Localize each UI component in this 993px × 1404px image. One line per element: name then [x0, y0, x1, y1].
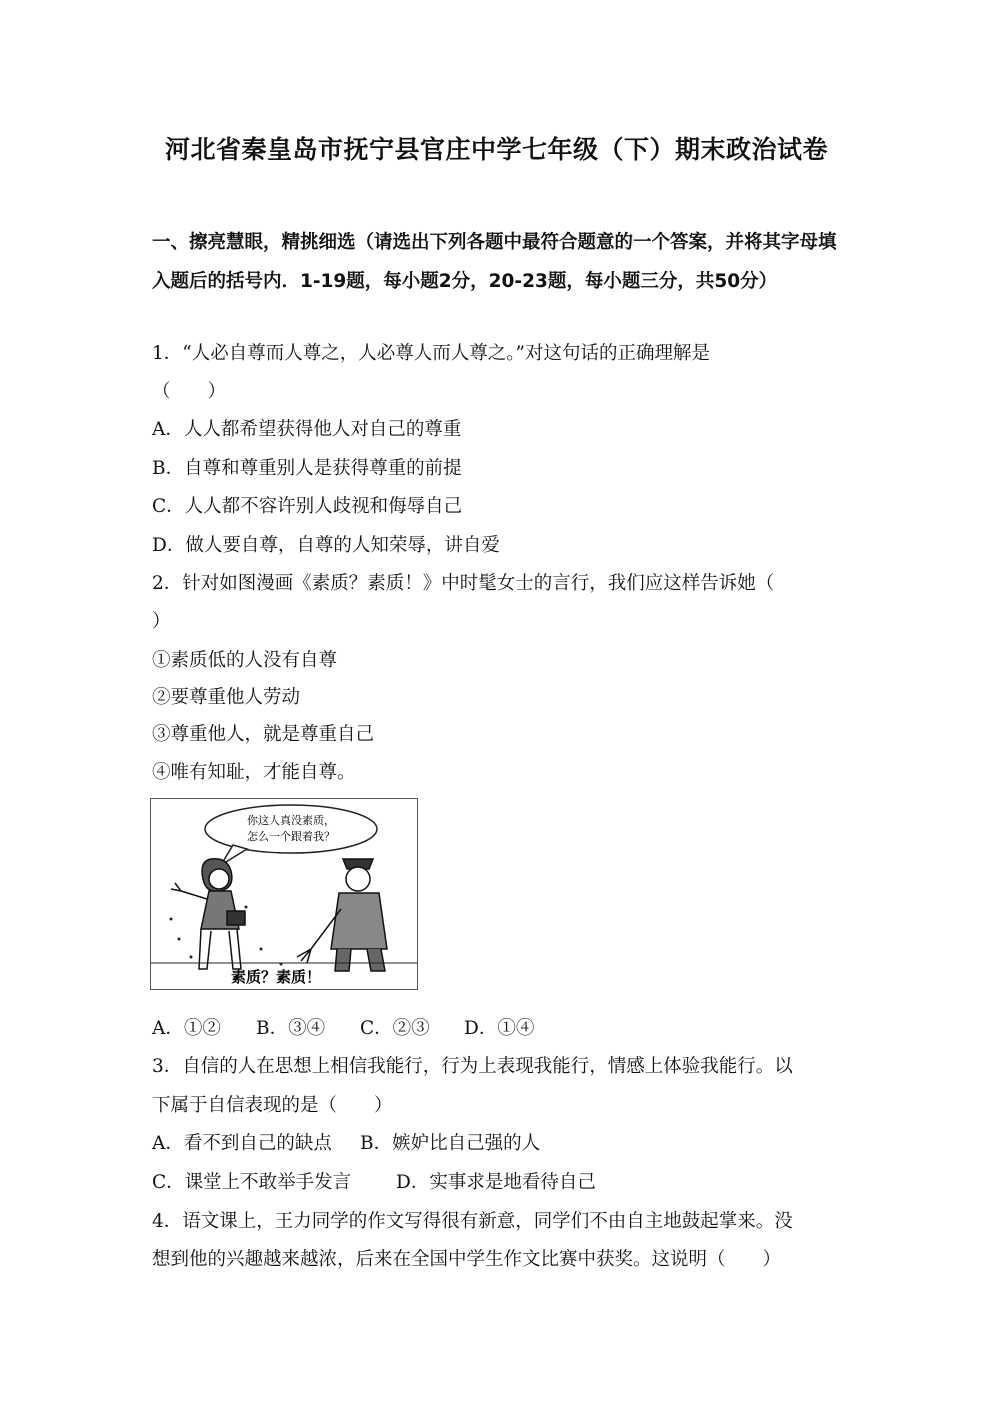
q2-stem-line1: 2．针对如图漫画《素质？素质！》中时髦女士的言行，我们应这样告诉她（	[152, 573, 775, 594]
q2-item-3: ③尊重他人，就是尊重自己	[152, 724, 375, 745]
q3-stem-line2: 下属于自信表现的是（ ）	[152, 1095, 393, 1116]
q2-item-1: ①素质低的人没有自尊	[152, 650, 338, 671]
q1-stem-line2: （ ）	[152, 381, 227, 402]
bubble-text-line2: 怎么一个跟着我？	[247, 830, 335, 843]
q2-option-a: A．①②	[152, 1018, 221, 1039]
q2-option-b: B．③④	[256, 1018, 326, 1039]
q2-stem-line2: ）	[152, 611, 171, 632]
section-heading: 一、擦亮慧眼，精挑细选（请选出下列各题中最符合题意的一个答案，并将其字母填入题后的括号内．1-19题，每小题2分，20-23题，每小题三分，共50分）	[152, 232, 837, 292]
q2-option-c: C．②③	[360, 1018, 430, 1039]
q3-option-d: D．实事求是地看待自己	[396, 1172, 596, 1193]
q4-stem-line1: 4．语文课上，王力同学的作文写得很有新意，同学们不由自主地鼓起掌来。没	[152, 1211, 793, 1232]
q3-stem-line1: 3．自信的人在思想上相信我能行，行为上表现我能行，情感上体验我能行。以	[152, 1056, 793, 1077]
cartoon-image	[150, 798, 418, 990]
cartoon-drawing	[151, 799, 417, 989]
q2-item-2: ②要尊重他人劳动	[152, 687, 301, 708]
q3-option-b: B．嫉妒比自己强的人	[360, 1133, 541, 1154]
q1-option-a: A．人人都希望获得他人对自己的尊重	[152, 419, 462, 440]
q2-option-d: D．①④	[464, 1018, 535, 1039]
q4-stem-line2: 想到他的兴趣越来越浓，后来在全国中学生作文比赛中获奖。这说明（ ）	[152, 1249, 782, 1270]
q3-options-row1	[152, 1132, 540, 1156]
q3-option-a: A．看不到自己的缺点	[152, 1133, 332, 1154]
q2-options	[152, 1017, 534, 1041]
q3-options-row2	[152, 1171, 596, 1195]
page-title: 河北省秦皇岛市抚宁县官庄中学七年级（下）期末政治试卷	[164, 135, 828, 164]
cartoon-caption: 素质？素质！	[231, 968, 322, 986]
bubble-text-line1: 你这人真没素质，	[247, 814, 335, 827]
q1-option-b: B．自尊和尊重别人是获得尊重的前提	[152, 458, 462, 479]
q1-option-d: D．做人要自尊，自尊的人知荣辱，讲自爱	[152, 535, 500, 556]
q3-option-c: C．课堂上不敢举手发言	[152, 1172, 352, 1193]
q2-item-4: ④唯有知耻，才能自尊。	[152, 762, 356, 783]
q1-stem-line1: 1．“人必自尊而人尊之，人必尊人而人尊之。”对这句话的正确理解是	[152, 343, 710, 364]
q1-option-c: C．人人都不容许别人歧视和侮辱自己	[152, 496, 463, 517]
